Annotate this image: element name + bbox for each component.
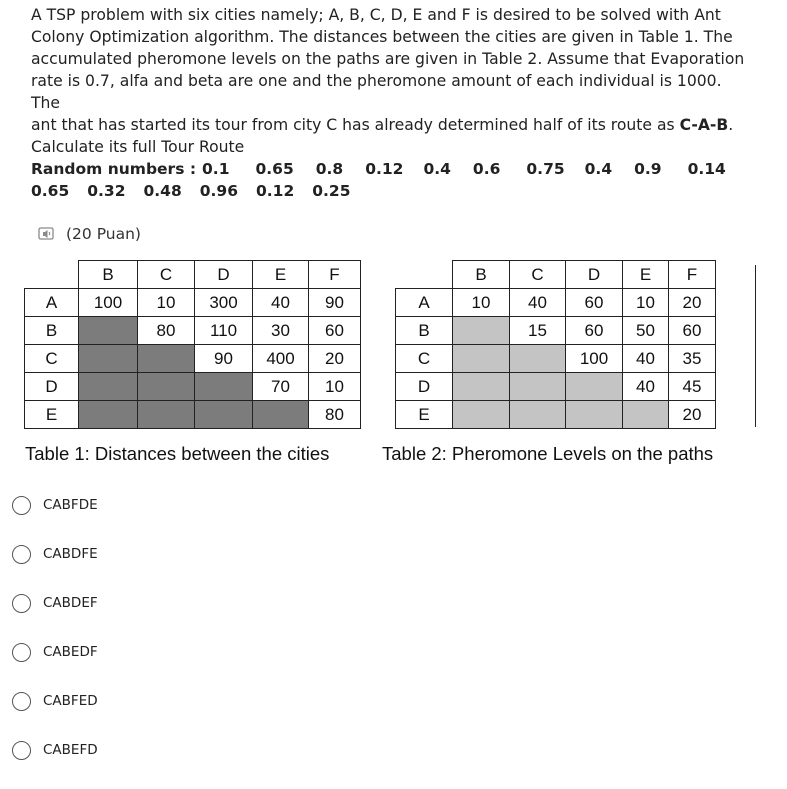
shaded-cell <box>453 345 510 373</box>
table-row <box>25 401 361 429</box>
table-cell: 100 <box>79 289 138 317</box>
question-line: rate is 0.7, alfa and beta are one and the pheromone amount of each individual is 1000. The <box>31 72 722 112</box>
table-cell: 10 <box>453 289 510 317</box>
table-cell: 10 <box>309 373 361 401</box>
table-cell: 20 <box>309 345 361 373</box>
table-row <box>25 345 361 373</box>
table-row <box>396 401 716 429</box>
answer-option[interactable] <box>12 637 212 667</box>
table-row <box>396 289 716 317</box>
random-number: 0.8 <box>315 160 344 178</box>
answer-option[interactable] <box>12 490 212 520</box>
answer-option-label: CABFDE <box>43 497 98 513</box>
random-numbers-label: Random numbers : <box>31 160 197 178</box>
random-number: 0.14 <box>687 160 726 178</box>
table-cell: 60 <box>566 289 623 317</box>
random-numbers-row-1 <box>31 158 751 180</box>
table-cell: 40 <box>623 373 669 401</box>
shaded-cell <box>138 401 195 429</box>
random-numbers <box>31 158 751 202</box>
table-cell: 60 <box>669 317 716 345</box>
table-cell: 45 <box>669 373 716 401</box>
row-header: A <box>396 289 453 317</box>
table-row <box>396 373 716 401</box>
column-header: C <box>510 261 566 289</box>
random-number: 0.12 <box>365 160 404 178</box>
table-cell: 80 <box>309 401 361 429</box>
shaded-cell <box>195 401 253 429</box>
random-number: 0.25 <box>312 182 351 200</box>
radio-button[interactable] <box>12 594 31 613</box>
column-header: E <box>623 261 669 289</box>
shaded-cell <box>510 373 566 401</box>
shaded-cell <box>566 401 623 429</box>
shaded-cell <box>253 401 309 429</box>
table-cell: 300 <box>195 289 253 317</box>
table-cell: 20 <box>669 289 716 317</box>
answer-option-label: CABEFD <box>43 742 98 758</box>
table-cell: 400 <box>253 345 309 373</box>
row-header: D <box>25 373 79 401</box>
shaded-cell <box>510 345 566 373</box>
random-number: 0.12 <box>256 182 295 200</box>
table-header-row <box>396 261 716 289</box>
column-header: B <box>79 261 138 289</box>
table-row <box>25 289 361 317</box>
row-header: C <box>396 345 453 373</box>
table-cell: 15 <box>510 317 566 345</box>
shaded-cell <box>79 317 138 345</box>
random-number: 0.32 <box>87 182 126 200</box>
random-numbers-row-2 <box>31 180 751 202</box>
radio-button[interactable] <box>12 545 31 564</box>
row-header: E <box>396 401 453 429</box>
column-header: D <box>195 261 253 289</box>
table-cell: 80 <box>138 317 195 345</box>
table-cell: 10 <box>623 289 669 317</box>
table-row <box>396 345 716 373</box>
table-cell: 40 <box>253 289 309 317</box>
table-header-row <box>25 261 361 289</box>
random-number: 0.6 <box>472 160 501 178</box>
row-header: D <box>396 373 453 401</box>
random-number: 0.4 <box>584 160 613 178</box>
answer-option[interactable] <box>12 539 212 569</box>
table-corner <box>25 261 79 289</box>
shaded-cell <box>623 401 669 429</box>
random-number: 0.48 <box>143 182 182 200</box>
table-cell: 20 <box>669 401 716 429</box>
shaded-cell <box>453 401 510 429</box>
table-cell: 50 <box>623 317 669 345</box>
random-number: 0.1 <box>202 160 230 178</box>
question-text <box>31 4 751 158</box>
shaded-cell <box>510 401 566 429</box>
table-row <box>25 373 361 401</box>
answer-option-label: CABFED <box>43 693 98 709</box>
answer-option[interactable] <box>12 735 212 765</box>
shaded-cell <box>138 373 195 401</box>
column-header: C <box>138 261 195 289</box>
shaded-cell <box>79 345 138 373</box>
table-cell: 110 <box>195 317 253 345</box>
random-number: 0.9 <box>634 160 662 178</box>
shaded-cell <box>195 373 253 401</box>
table-cell: 90 <box>309 289 361 317</box>
table-cell: 70 <box>253 373 309 401</box>
shaded-cell <box>79 401 138 429</box>
table-cell: 90 <box>195 345 253 373</box>
table-row <box>396 317 716 345</box>
partial-route: C-A-B <box>679 116 729 134</box>
question-line <box>31 114 751 136</box>
shaded-cell <box>566 373 623 401</box>
question-line: A TSP problem with six cities namely; A, B, C, D, E and F is desired to be solved with Ant <box>31 6 721 24</box>
random-number: 0.65 <box>31 182 70 200</box>
table-cell: 40 <box>623 345 669 373</box>
question-line-text: ant that has started its tour from city C has already determined half of its route as <box>31 116 680 134</box>
random-number: 0.96 <box>199 182 238 200</box>
column-header: F <box>309 261 361 289</box>
radio-button[interactable] <box>12 741 31 760</box>
shaded-cell <box>79 373 138 401</box>
question-line-end: . <box>728 116 734 134</box>
radio-button[interactable] <box>12 643 31 662</box>
row-header: A <box>25 289 79 317</box>
table-row <box>25 317 361 345</box>
table-cell: 30 <box>253 317 309 345</box>
table-corner <box>396 261 453 289</box>
column-header: F <box>669 261 716 289</box>
table1-caption: Table 1: Distances between the cities <box>25 443 330 464</box>
table2-caption: Table 2: Pheromone Levels on the paths <box>382 443 714 464</box>
random-number: 0.65 <box>255 160 294 178</box>
tables-figure <box>20 257 760 470</box>
column-header: D <box>566 261 623 289</box>
figure-edge <box>755 265 756 427</box>
table-cell: 60 <box>309 317 361 345</box>
column-header: B <box>453 261 510 289</box>
table-cell: 60 <box>566 317 623 345</box>
pheromone-table <box>395 260 716 429</box>
shaded-cell <box>138 345 195 373</box>
question-line: Colony Optimization algorithm. The distances between the cities are given in Table 1. The <box>31 28 733 46</box>
radio-button[interactable] <box>12 496 31 515</box>
shaded-cell <box>453 373 510 401</box>
answer-option[interactable] <box>12 686 212 716</box>
shaded-cell <box>453 317 510 345</box>
answer-option[interactable] <box>12 588 212 618</box>
row-header: B <box>25 317 79 345</box>
answer-option-label: CABDFE <box>43 546 98 562</box>
table-cell: 10 <box>138 289 195 317</box>
question-line: accumulated pheromone levels on the paths are given in Table 2. Assume that Evaporation <box>31 50 745 68</box>
answer-option-label: CABDEF <box>43 595 98 611</box>
table-cell: 40 <box>510 289 566 317</box>
question-line: Calculate its full Tour Route <box>31 138 245 156</box>
table-cell: 35 <box>669 345 716 373</box>
column-header: E <box>253 261 309 289</box>
row-header: C <box>25 345 79 373</box>
answer-option-label: CABEDF <box>43 644 98 660</box>
points-label: (20 Puan) <box>66 225 141 243</box>
points-indicator <box>38 225 141 243</box>
random-number: 0.75 <box>526 160 565 178</box>
row-header: B <box>396 317 453 345</box>
audio-icon <box>38 226 56 242</box>
radio-button[interactable] <box>12 692 31 711</box>
row-header: E <box>25 401 79 429</box>
random-number: 0.4 <box>423 160 451 178</box>
table-cell: 100 <box>566 345 623 373</box>
distance-table <box>24 260 361 429</box>
